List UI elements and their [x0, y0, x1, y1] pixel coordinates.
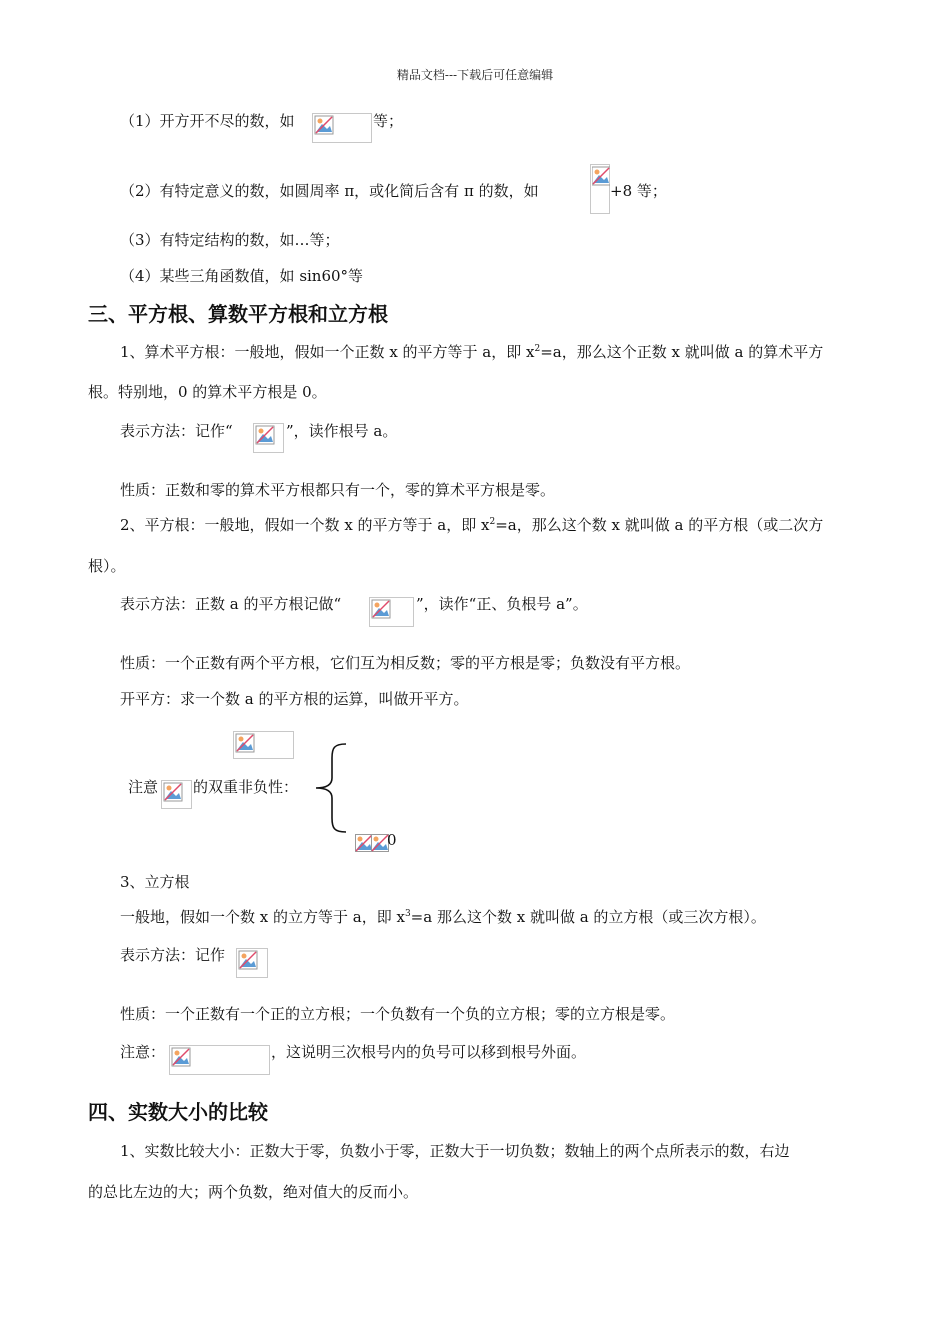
arith-sqrt-repr-prefix: 表示方法：记作“ [120, 422, 233, 440]
arith-sqrt-repr-suffix: ”，读作根号 a。 [286, 422, 398, 440]
arith-sqrt-def-line1: 1、算术平方根：一般地，假如一个正数 x 的平方等于 a，即 $x^2=a$，那么这个正数 x 就叫做 a 的算术平方 [120, 343, 824, 361]
formula-image-note-sqrt-a [161, 780, 192, 809]
broken-image-icon [238, 950, 258, 970]
item-2-suffix: +8 等； [610, 182, 667, 200]
section-3-heading: 三、平方根、算数平方根和立方根 [88, 302, 388, 326]
formula-image-1 [312, 113, 372, 143]
arith-sqrt-def-line2: 根。特别地，0 的算术平方根是 0。 [88, 383, 327, 401]
broken-image-icon [171, 1047, 191, 1067]
formula-image-cbrt-a [236, 948, 268, 978]
item-2-prefix: （2）有特定意义的数，如圆周率 π，或化简后含有 π 的数，如 [120, 182, 539, 200]
cube-root-def: 一般地，假如一个数 x 的立方等于 a，即 $x^3=a$ 那么这个数 x 就叫做 a 的立方根（或三次方根）。 [120, 908, 766, 926]
sqrt-property: 性质：一个正数有两个平方根，它们互为相反数；零的平方根是零；负数没有平方根。 [120, 654, 691, 672]
sqrt-def-line1: 2、平方根：一般地，假如一个数 x 的平方等于 a，即 $x^2=a$，那么这个数 x 就叫做 a 的平方根（或二次方 [120, 516, 824, 534]
cube-root-property: 性质：一个正数有一个正的立方根；一个负数有一个负的立方根；零的立方根是零。 [120, 1005, 676, 1023]
formula-image-sqrt-a [253, 423, 284, 453]
sqrt-repr-prefix: 表示方法：正数 a 的平方根记做“ [120, 595, 342, 613]
compare-line2: 的总比左边的大；两个负数，绝对值大的反而小。 [88, 1183, 419, 1201]
item-3: （3）有特定结构的数，如…等； [120, 231, 340, 249]
note-zero: 0 [387, 831, 397, 849]
section-4-heading: 四、实数大小的比较 [88, 1100, 268, 1124]
arith-sqrt-property: 性质：正数和零的算术平方根都只有一个，零的算术平方根是零。 [120, 481, 556, 499]
formula-image-pm-sqrt-a [369, 597, 414, 627]
sqrt-repr-suffix: ”，读作“正、负根号 a”。 [416, 595, 588, 613]
cube-root-note-suffix: ，这说明三次根号内的负号可以移到根号外面。 [271, 1043, 587, 1061]
sqrt-def-line2: 根）。 [88, 557, 126, 575]
compare-line1: 1、实数比较大小：正数大于零，负数小于零，正数大于一切负数；数轴上的两个点所表示的数，右边 [120, 1142, 790, 1160]
square-root-operation: 开平方：求一个数 a 的平方根的运算，叫做开平方。 [120, 690, 469, 708]
formula-image-brace-top [233, 731, 294, 759]
item-1-prefix: （1）开方开不尽的数，如 [120, 112, 295, 130]
formula-image-cbrt-negative [169, 1045, 270, 1075]
broken-image-icon [255, 425, 275, 445]
cube-root-note-prefix: 注意： [120, 1043, 166, 1061]
broken-image-icon [314, 115, 334, 135]
cube-root-title: 3、立方根 [120, 873, 190, 891]
formula-image-2 [590, 164, 610, 214]
cube-root-repr: 表示方法：记作 [120, 946, 226, 964]
item-1-suffix: 等； [373, 112, 404, 130]
broken-image-icon [235, 733, 255, 753]
page-header: 精品文档---下载后可任意编辑 [396, 68, 554, 82]
left-curly-brace [312, 742, 348, 834]
item-4: （4）某些三角函数值，如 sin60°等 [120, 267, 364, 285]
note-prefix: 注意 [128, 778, 159, 796]
broken-image-icon [592, 166, 610, 186]
broken-image-icon [371, 599, 391, 619]
note-suffix: 的双重非负性： [193, 778, 299, 796]
broken-image-icon [163, 782, 183, 802]
